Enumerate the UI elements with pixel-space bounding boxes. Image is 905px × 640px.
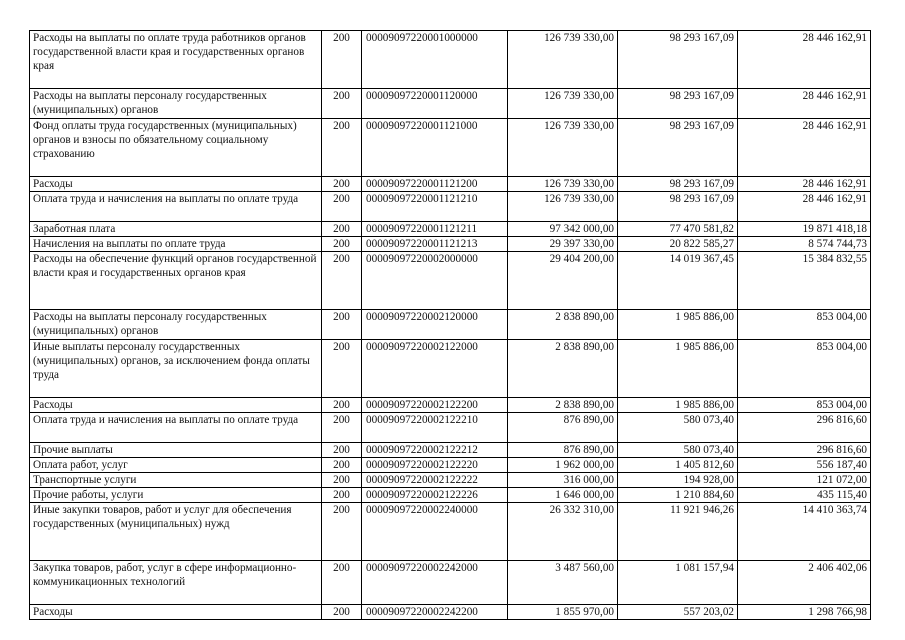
- row-approved-cell: 1 855 970,00: [508, 605, 618, 620]
- table-row: [30, 310, 871, 340]
- row-approved-cell: 97 342 000,00: [508, 222, 618, 237]
- row-approved-cell: 316 000,00: [508, 473, 618, 488]
- row-kbk-cell: 00009097220001121000: [362, 119, 508, 177]
- row-executed-cell: 557 203,02: [618, 605, 738, 620]
- table-row: [30, 31, 871, 89]
- row-kbk-cell: 00009097220002122222: [362, 473, 508, 488]
- row-remaining-cell: 28 446 162,91: [738, 119, 871, 177]
- row-code-cell: 200: [322, 605, 362, 620]
- row-name-cell: Оплата работ, услуг: [30, 458, 322, 473]
- row-name-cell: Расходы: [30, 605, 322, 620]
- row-remaining-cell: 15 384 832,55: [738, 252, 871, 310]
- row-code-cell: 200: [322, 413, 362, 443]
- row-remaining-cell: 28 446 162,91: [738, 192, 871, 222]
- row-remaining-cell: 121 072,00: [738, 473, 871, 488]
- table-row: [30, 458, 871, 473]
- table-row: [30, 340, 871, 398]
- row-executed-cell: 1 985 886,00: [618, 310, 738, 340]
- row-name-cell: Оплата труда и начисления на выплаты по оплате труда: [30, 413, 322, 443]
- row-approved-cell: 1 962 000,00: [508, 458, 618, 473]
- row-name-cell: Иные закупки товаров, работ и услуг для обеспечения государственных (муниципальных) нужд: [30, 503, 322, 561]
- row-code-cell: 200: [322, 192, 362, 222]
- row-code-cell: 200: [322, 222, 362, 237]
- row-code-cell: 200: [322, 177, 362, 192]
- report-page: [29, 30, 871, 620]
- row-executed-cell: 1 985 886,00: [618, 340, 738, 398]
- row-name-cell: Расходы на выплаты по оплате труда работников органов государственной власти края и государственных органов края: [30, 31, 322, 89]
- row-executed-cell: 98 293 167,09: [618, 89, 738, 119]
- row-approved-cell: 2 838 890,00: [508, 340, 618, 398]
- table-row: [30, 252, 871, 310]
- row-code-cell: 200: [322, 473, 362, 488]
- row-code-cell: 200: [322, 252, 362, 310]
- row-remaining-cell: 853 004,00: [738, 340, 871, 398]
- row-approved-cell: 29 404 200,00: [508, 252, 618, 310]
- table-row: [30, 443, 871, 458]
- row-kbk-cell: 00009097220001121200: [362, 177, 508, 192]
- row-remaining-cell: 296 816,60: [738, 443, 871, 458]
- row-name-cell: Расходы: [30, 177, 322, 192]
- row-kbk-cell: 00009097220002122210: [362, 413, 508, 443]
- row-code-cell: 200: [322, 443, 362, 458]
- row-approved-cell: 876 890,00: [508, 443, 618, 458]
- row-name-cell: Прочие выплаты: [30, 443, 322, 458]
- row-kbk-cell: 00009097220002000000: [362, 252, 508, 310]
- row-approved-cell: 126 739 330,00: [508, 31, 618, 89]
- row-executed-cell: 1 985 886,00: [618, 398, 738, 413]
- row-remaining-cell: 1 298 766,98: [738, 605, 871, 620]
- row-executed-cell: 1 405 812,60: [618, 458, 738, 473]
- table-row: [30, 119, 871, 177]
- row-executed-cell: 98 293 167,09: [618, 31, 738, 89]
- row-name-cell: Прочие работы, услуги: [30, 488, 322, 503]
- table-row: [30, 413, 871, 443]
- row-approved-cell: 3 487 560,00: [508, 561, 618, 605]
- row-code-cell: 200: [322, 310, 362, 340]
- row-name-cell: Расходы: [30, 398, 322, 413]
- row-kbk-cell: 00009097220002122226: [362, 488, 508, 503]
- row-code-cell: 200: [322, 503, 362, 561]
- row-name-cell: Расходы на выплаты персоналу государственных (муниципальных) органов: [30, 89, 322, 119]
- row-remaining-cell: 853 004,00: [738, 310, 871, 340]
- row-executed-cell: 11 921 946,26: [618, 503, 738, 561]
- row-name-cell: Расходы на обеспечение функций органов государственной власти края и государственных органов края: [30, 252, 322, 310]
- row-kbk-cell: 00009097220002122000: [362, 340, 508, 398]
- row-approved-cell: 126 739 330,00: [508, 177, 618, 192]
- row-kbk-cell: 00009097220001121211: [362, 222, 508, 237]
- row-approved-cell: 126 739 330,00: [508, 89, 618, 119]
- row-kbk-cell: 00009097220001121210: [362, 192, 508, 222]
- row-name-cell: Расходы на выплаты персоналу государственных (муниципальных) органов: [30, 310, 322, 340]
- row-approved-cell: 126 739 330,00: [508, 119, 618, 177]
- row-remaining-cell: 14 410 363,74: [738, 503, 871, 561]
- row-approved-cell: 1 646 000,00: [508, 488, 618, 503]
- row-kbk-cell: 00009097220002242200: [362, 605, 508, 620]
- row-executed-cell: 580 073,40: [618, 413, 738, 443]
- row-executed-cell: 194 928,00: [618, 473, 738, 488]
- row-approved-cell: 2 838 890,00: [508, 310, 618, 340]
- row-name-cell: Начисления на выплаты по оплате труда: [30, 237, 322, 252]
- row-code-cell: 200: [322, 488, 362, 503]
- row-code-cell: 200: [322, 31, 362, 89]
- row-approved-cell: 29 397 330,00: [508, 237, 618, 252]
- table-row: [30, 473, 871, 488]
- row-kbk-cell: 00009097220002122200: [362, 398, 508, 413]
- row-remaining-cell: 8 574 744,73: [738, 237, 871, 252]
- table-row: [30, 398, 871, 413]
- table-row: [30, 237, 871, 252]
- row-code-cell: 200: [322, 561, 362, 605]
- row-remaining-cell: 28 446 162,91: [738, 31, 871, 89]
- row-remaining-cell: 556 187,40: [738, 458, 871, 473]
- row-code-cell: 200: [322, 119, 362, 177]
- row-name-cell: Оплата труда и начисления на выплаты по оплате труда: [30, 192, 322, 222]
- row-kbk-cell: 00009097220002120000: [362, 310, 508, 340]
- table-row: [30, 488, 871, 503]
- row-executed-cell: 20 822 585,27: [618, 237, 738, 252]
- row-executed-cell: 1 081 157,94: [618, 561, 738, 605]
- row-remaining-cell: 28 446 162,91: [738, 177, 871, 192]
- budget-execution-table: [29, 30, 871, 620]
- row-remaining-cell: 435 115,40: [738, 488, 871, 503]
- row-approved-cell: 126 739 330,00: [508, 192, 618, 222]
- row-code-cell: 200: [322, 458, 362, 473]
- row-kbk-cell: 00009097220001121213: [362, 237, 508, 252]
- row-code-cell: 200: [322, 398, 362, 413]
- row-kbk-cell: 00009097220001000000: [362, 31, 508, 89]
- row-name-cell: Закупка товаров, работ, услуг в сфере информационно-коммуникационных технологий: [30, 561, 322, 605]
- row-executed-cell: 580 073,40: [618, 443, 738, 458]
- table-row: [30, 192, 871, 222]
- table-row: [30, 177, 871, 192]
- row-executed-cell: 77 470 581,82: [618, 222, 738, 237]
- row-remaining-cell: 28 446 162,91: [738, 89, 871, 119]
- row-kbk-cell: 00009097220002240000: [362, 503, 508, 561]
- row-executed-cell: 1 210 884,60: [618, 488, 738, 503]
- table-body: [30, 31, 871, 620]
- row-kbk-cell: 00009097220001120000: [362, 89, 508, 119]
- table-row: [30, 561, 871, 605]
- row-executed-cell: 98 293 167,09: [618, 177, 738, 192]
- row-executed-cell: 98 293 167,09: [618, 119, 738, 177]
- table-row: [30, 503, 871, 561]
- row-remaining-cell: 296 816,60: [738, 413, 871, 443]
- row-name-cell: Заработная плата: [30, 222, 322, 237]
- row-kbk-cell: 00009097220002122220: [362, 458, 508, 473]
- row-kbk-cell: 00009097220002242000: [362, 561, 508, 605]
- row-kbk-cell: 00009097220002122212: [362, 443, 508, 458]
- row-approved-cell: 876 890,00: [508, 413, 618, 443]
- row-remaining-cell: 853 004,00: [738, 398, 871, 413]
- table-row: [30, 605, 871, 620]
- row-approved-cell: 26 332 310,00: [508, 503, 618, 561]
- row-code-cell: 200: [322, 89, 362, 119]
- row-name-cell: Фонд оплаты труда государственных (муниципальных) органов и взносы по обязательному социальному страхованию: [30, 119, 322, 177]
- row-executed-cell: 14 019 367,45: [618, 252, 738, 310]
- table-row: [30, 222, 871, 237]
- row-name-cell: Транспортные услуги: [30, 473, 322, 488]
- row-remaining-cell: 19 871 418,18: [738, 222, 871, 237]
- table-row: [30, 89, 871, 119]
- row-code-cell: 200: [322, 237, 362, 252]
- row-approved-cell: 2 838 890,00: [508, 398, 618, 413]
- row-name-cell: Иные выплаты персоналу государственных (муниципальных) органов, за исключением фонда оплаты труда: [30, 340, 322, 398]
- row-executed-cell: 98 293 167,09: [618, 192, 738, 222]
- row-code-cell: 200: [322, 340, 362, 398]
- row-remaining-cell: 2 406 402,06: [738, 561, 871, 605]
